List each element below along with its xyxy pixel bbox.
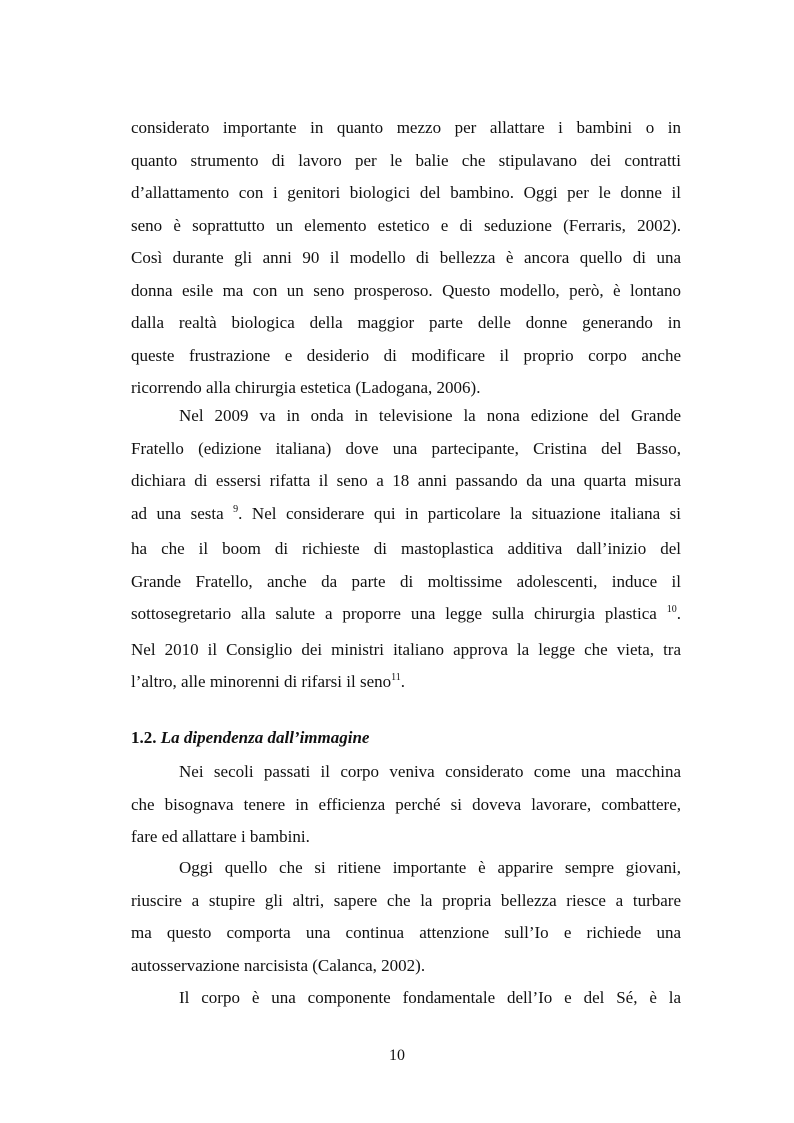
text-line: Grande Fratello, anche da parte di moltissime adolescenti, induce il	[131, 571, 681, 591]
text-line: quanto strumento di lavoro per le balie che stipulavano dei contratti	[131, 150, 681, 170]
text-line: riuscire a stupire gli altri, sapere che la propria bellezza riesce a turbare	[131, 890, 681, 910]
text-fragment: ad una sesta	[131, 503, 224, 523]
paragraph-3	[131, 756, 681, 854]
text-line: ha che il boom di richieste di mastoplastica additiva dall’inizio del	[131, 539, 681, 558]
text-fragment: sottosegretario alla salute a proporre una legge sulla chirurgia plastica	[131, 604, 657, 623]
text-line	[131, 498, 681, 534]
text-line: Nel 2009 va in onda in televisione la nona edizione del Grande	[179, 406, 681, 425]
text-line: dalla realtà biologica della maggior parte delle donne generando in	[131, 313, 681, 332]
text-fragment: .	[400, 672, 406, 691]
text-line: Nei secoli passati il corpo veniva considerato come una macchina	[179, 762, 681, 781]
text-line: fare ed allattare i bambini.	[131, 827, 310, 846]
section-title: La dipendenza dall’immagine	[160, 728, 370, 747]
paragraph-4	[131, 852, 681, 982]
text-line: seno è soprattutto un elemento estetico e di seduzione (Ferraris, 2002).	[131, 215, 681, 235]
footnote-ref-11[interactable]: 11	[391, 672, 401, 683]
paragraph-5	[131, 982, 681, 1015]
text-line: dichiara di essersi rifatta il seno a 18 anni passando da una quarta misura	[131, 471, 681, 490]
text-line: Fratello (edizione italiana) dove una partecipante, Cristina del Basso,	[131, 438, 681, 458]
page-number: 10	[389, 1047, 405, 1064]
text-line: Oggi quello che si ritiene importante è apparire sempre giovani,	[179, 858, 681, 877]
text-fragment: . Nel considerare qui in particolare la situazione italiana si	[238, 503, 682, 523]
text-line: Il corpo è una componente fondamentale dell’Io e del Sé, è la	[179, 988, 681, 1007]
text-fragment: .	[676, 604, 682, 623]
footnote-ref-10[interactable]: 10	[666, 604, 677, 615]
text-line: ricorrendo alla chirurgia estetica (Ladogana, 2006).	[131, 378, 481, 397]
section-heading	[131, 724, 369, 752]
text-line: Nel 2010 il Consiglio dei ministri italiano approva la legge che vieta, tra	[131, 639, 681, 659]
text-line: Così durante gli anni 90 il modello di bellezza è ancora quello di una	[131, 248, 681, 267]
text-line: d’allattamento con i genitori biologici del bambino. Oggi per le donne il	[131, 183, 681, 202]
text-line: queste frustrazione e desiderio di modificare il proprio corpo anche	[131, 345, 681, 365]
text-fragment: l’altro, alle minorenni di rifarsi il seno	[131, 672, 392, 691]
text-line: autosservazione narcisista (Calanca, 2002).	[131, 955, 426, 975]
text-line: considerato importante in quanto mezzo per allattare i bambini o in	[131, 118, 681, 137]
paragraph-2	[131, 400, 681, 702]
text-line	[131, 598, 681, 634]
section-number: 1.2.	[131, 728, 157, 747]
text-line: che bisognava tenere in efficienza perché si doveva lavorare, combattere,	[131, 794, 681, 814]
text-line	[131, 666, 681, 702]
paragraph-1	[131, 112, 681, 405]
text-line: donna esile ma con un seno prosperoso. Questo modello, però, è lontano	[131, 280, 681, 300]
footnote-ref-9[interactable]: 9	[233, 503, 239, 515]
text-line: ma questo comporta una continua attenzione sull’Io e richiede una	[131, 923, 681, 942]
